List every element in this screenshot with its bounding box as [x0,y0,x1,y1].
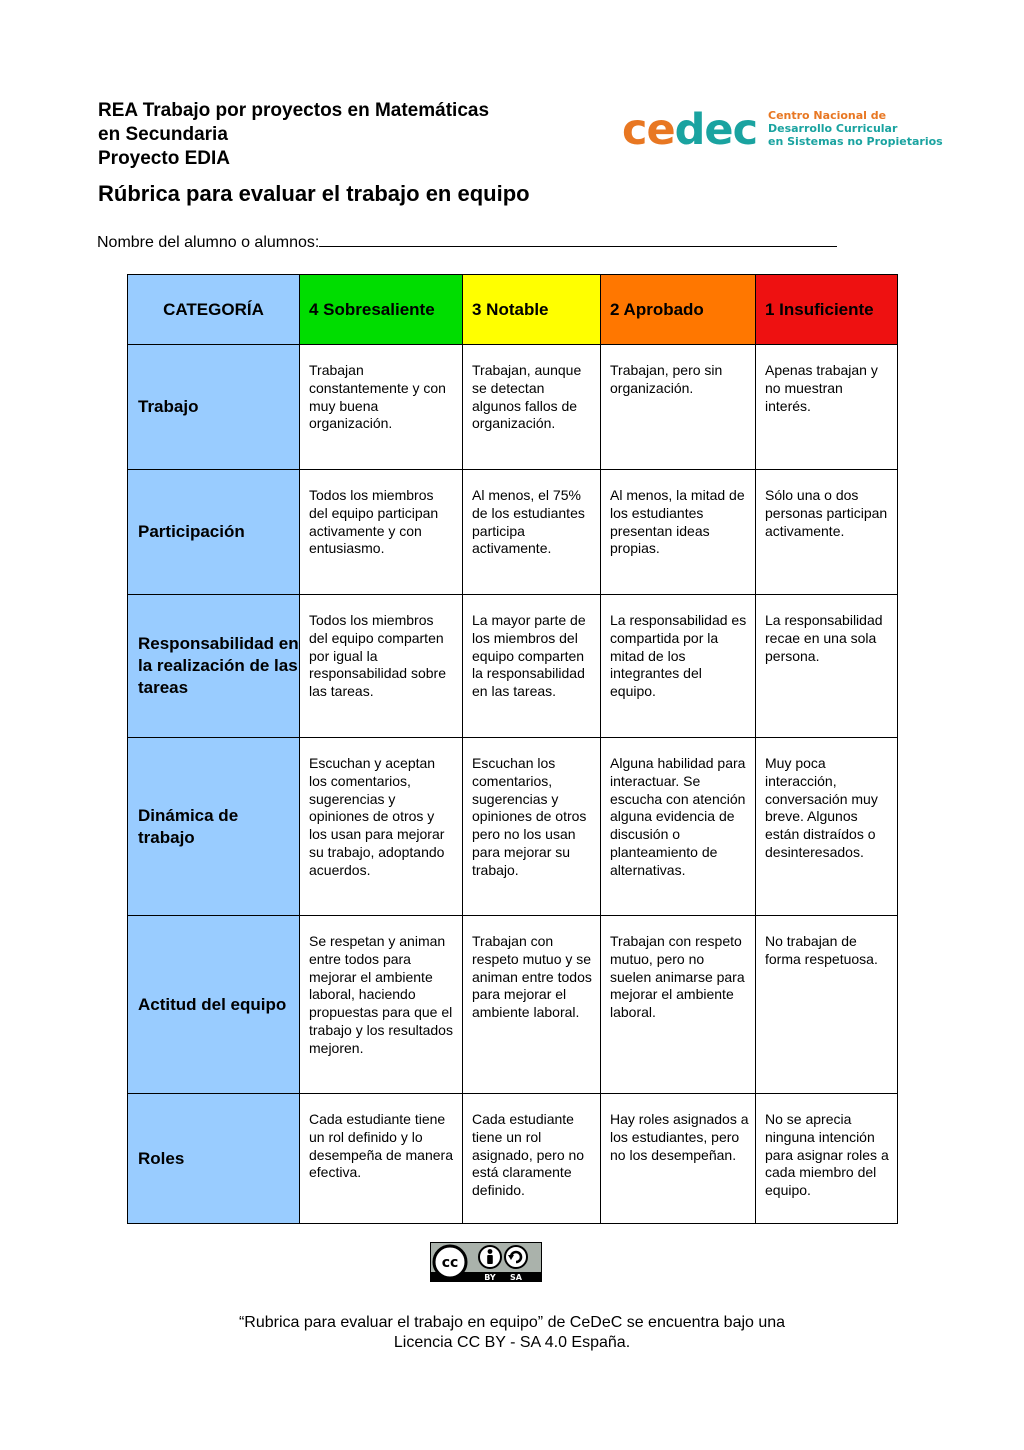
cell-level-3: Al menos, el 75% de los estudiantes participa activamente. [463,470,601,595]
logo-word-part-2: dec [674,105,758,155]
table-row [128,1094,898,1224]
cell-level-3: Cada estudiante tiene un rol asignado, pero no está claramente definido. [463,1094,601,1224]
table-row [128,738,898,916]
license-line-2: Licencia CC BY - SA 4.0 España. [393,1334,631,1351]
cell-level-3: La mayor parte de los miembros del equipo comparten la responsabilidad en las tareas. [463,595,601,738]
cc-icon-text: cc [441,1255,459,1271]
share-alike-icon [505,1246,527,1268]
badge-sa-text: SA [510,1273,522,1282]
license-line-1: “Rubrica para evaluar el trabajo en equipo” de CeDeC se encuentra bajo una [238,1314,786,1331]
cell-level-1: No trabajan de forma respetuosa. [756,916,898,1094]
header-line-2: en Secundaria [98,124,228,145]
cell-level-1: Muy poca interacción, conversación muy breve. Algunos están distraídos o desinteresados. [756,738,898,916]
header-category: CATEGORÍA [128,275,300,345]
logo-subtitle [768,109,943,148]
header-line-1: REA Trabajo por proyectos en Matemáticas [98,100,490,121]
row-category: Actitud del equipo [128,916,300,1094]
student-name-blank [319,232,837,247]
cell-level-3: Escuchan los comentarios, sugerencias y opiniones de otros pero no los usan para mejorar su trabajo. [463,738,601,916]
cell-level-2: Hay roles asignados a los estudiantes, pero no los desempeñan. [601,1094,756,1224]
table-row [128,470,898,595]
cell-level-4: Cada estudiante tiene un rol definido y lo desempeña de manera efectiva. [300,1094,463,1224]
cc-by-sa-license-badge [430,1242,542,1282]
header-level-2: 2 Aprobado [601,275,756,345]
cedec-logo [622,104,943,156]
cell-level-2: La responsabilidad es compartida por la mitad de los integrantes del equipo. [601,595,756,738]
student-name-line [97,232,837,253]
cell-level-4: Todos los miembros del equipo comparten por igual la responsabilidad sobre las tareas. [300,595,463,738]
cell-level-3: Trabajan, aunque se detectan algunos fallos de organización. [463,345,601,470]
cell-level-1: La responsabilidad recae en una sola persona. [756,595,898,738]
header-level-1: 1 Insuficiente [756,275,898,345]
student-name-label: Nombre del alumno o alumnos: [97,234,320,251]
logo-subtitle-line-1: Centro Nacional de [768,109,887,122]
cell-level-3: Trabajan con respeto mutuo y se animan entre todos para mejorar el ambiente laboral. [463,916,601,1094]
row-category: Roles [128,1094,300,1224]
cell-level-1: Apenas trabajan y no muestran interés. [756,345,898,470]
badge-by-text: BY [484,1273,496,1282]
license-notice [0,1313,1024,1353]
table-row [128,595,898,738]
rubric-table [127,274,898,1224]
row-category: Trabajo [128,345,300,470]
logo-subtitle-line-3: en Sistemas no Propietarios [768,135,943,148]
logo-wordmark [622,104,757,156]
cell-level-2: Alguna habilidad para interactuar. Se escucha con atención alguna evidencia de discusión o planteamiento de alternativas. [601,738,756,916]
table-row [128,345,898,470]
header-line-3: Proyecto EDIA [98,148,230,169]
cell-level-1: Sólo una o dos personas participan activamente. [756,470,898,595]
logo-word-part-1: ce [622,105,675,155]
row-category: Responsabilidad en la realización de las tareas [128,595,300,738]
row-category: Participación [128,470,300,595]
document-header [98,99,489,171]
cell-level-1: No se aprecia ninguna intención para asignar roles a cada miembro del equipo. [756,1094,898,1224]
cell-level-4: Todos los miembros del equipo participan activamente y con entusiasmo. [300,470,463,595]
page-title: Rúbrica para evaluar el trabajo en equipo [98,181,530,206]
cell-level-2: Trabajan, pero sin organización. [601,345,756,470]
row-category: Dinámica de trabajo [128,738,300,916]
header-level-3: 3 Notable [463,275,601,345]
rubric-header-row [128,275,898,345]
logo-subtitle-line-2: Desarrollo Curricular [768,122,898,135]
cell-level-2: Al menos, la mitad de los estudiantes presentan ideas propias. [601,470,756,595]
cell-level-4: Se respetan y animan entre todos para mejorar el ambiente laboral, haciendo propuestas para que el trabajo y los resultados mejoren. [300,916,463,1094]
cell-level-4: Trabajan constantemente y con muy buena organización. [300,345,463,470]
header-level-4: 4 Sobresaliente [300,275,463,345]
cell-level-2: Trabajan con respeto mutuo, pero no suelen animarse para mejorar el ambiente laboral. [601,916,756,1094]
cell-level-4: Escuchan y aceptan los comentarios, sugerencias y opiniones de otros y los usan para mejorar su trabajo, adoptando acuerdos. [300,738,463,916]
table-row [128,916,898,1094]
